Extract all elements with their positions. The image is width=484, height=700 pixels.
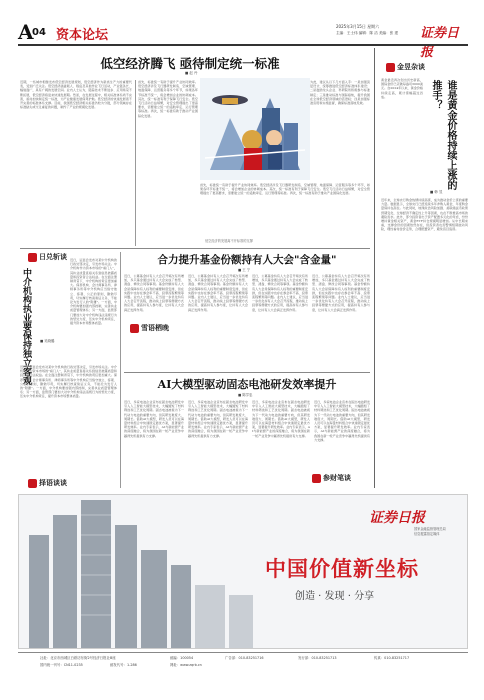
footer-postal-code: 邮发代号：1-286 xyxy=(110,663,137,667)
lower-right-label-text: 参财笔谈 xyxy=(323,474,351,482)
opinion-body: 近日，证监会发布对某中介机构的行政处罚决定，引发市场关注。中介机构作为资本市场的"看门人"，其执业质量直接关系到信息披露质量和投资者合法权益。在全面注册制背景下，中介机构的责任更加重大。保荐机构、会计师事务所、律师事务所等中介机构应当恪守独立、客观、公正的原则，勤勉尽责，切实履行核查验证义务，不能沦为发行人的"附庸"。一方面，中介机构要加强内部控制，完善执业质量管理体系；另一方面，监管部门要加大对中介机构违法违规行为的惩处力度，压实中介机构责任，提升资本市场整体质量。 xyxy=(20,365,117,399)
opinion-label xyxy=(28,252,67,262)
fund-body-2: 近日，公募基金持有人大会召开频次有所增加，多只基金通过持有人大会完成了转型、清盘、修改合同等事项。基金份额持有人大会是保障持有人权利的重要制度安排，但在实践中也存在参会率不高、投票流程繁琐等问题。业内人士建议，应当进一步优化持有人大会召开流程，推动线上投票等便捷方式的应用，提高持有人参与度，让持有人大会真正发挥作用。 xyxy=(188,274,248,312)
divider xyxy=(374,48,375,488)
fund-body-4: 近日，公募基金持有人大会召开频次有所增加，多只基金通过持有人大会完成了转型、清盘、修改合同等事项。基金份额持有人大会是保障持有人权利的重要制度安排，但在实践中也存在参会率不高、投票流程繁琐等问题。业内人士建议，应当进一步优化持有人大会召开流程，推动线上投票等便捷方式的应用，提高持有人参与度，让持有人大会真正发挥作用。 xyxy=(312,274,370,312)
ai-body-2: 近日，多家电池企业宣布在固态电池研发中引入人工智能大模型技术，大幅缩短了材料筛选和工艺优化周期。固态电池被视为下一代动力电池的重要方向，但其研发难度大、周期长。借助AI大模型，研发人员可以在海量材料组合中快速锁定最优方案，显著提升研发效率。业内专家表示，AI与新能源产业的深度融合，将为我国在新一轮产业竞争中赢得先机提供有力支撑。 xyxy=(188,400,248,438)
column-logo-icon xyxy=(386,63,395,72)
opinion-author: ■ 吴晓璐 xyxy=(40,339,55,343)
ai-title: AI大模型驱动固态电池研发效率提升 xyxy=(157,378,337,391)
ai-author: ■ 陈学忠 xyxy=(238,393,253,397)
ad-brand-sub1: 国家金融监督管理总局 xyxy=(414,527,446,531)
lower-left2-label xyxy=(28,478,67,488)
staff-line: 主编：王士伟 编辑：陈 洁 美编：张 建 xyxy=(336,31,399,35)
column-logo-icon xyxy=(130,324,139,333)
ai-body-3: 近日，多家电池企业宣布在固态电池研发中引入人工智能大模型技术，大幅缩短了材料筛选和工艺优化周期。固态电池被视为下一代动力电池的重要方向，但其研发难度大、周期长。借助AI大模型，研发人员可以在海量材料组合中快速锁定最优方案，显著提升研发效率。业内专家表示，AI与新能源产业的深度融合，将为我国在新一轮产业竞争中赢得先机提供有力支撑。 xyxy=(252,400,310,438)
page-header xyxy=(18,20,468,60)
sidebar-body: 近年来，全球央行购金热情持续高涨，成为推动金价上涨的重要力量。数据显示，全球央行已经连续多年净购入黄金，年度购金量保持在高位。与此同时，地缘政治风险加剧、美联储货币政策预期变化、全球经济不确定性上升等因素，也在不断推高市场的避险需求。此外，部分投资者出于资产配置多元化的考虑，纷纷增持黄金相关资产，黄金ETF持仓规模明显增加。从中长期来看，支撑金价的因素依然存在，但投资者也需警惕短期波动风险，理性看待金价走势，合理配置资产，避免盲目追涨。 xyxy=(381,198,468,232)
divider xyxy=(120,252,121,488)
ad-slogan: 创造 · 发现 · 分享 xyxy=(295,591,375,602)
footer-issn: 国内统一刊号：CN11-0235 xyxy=(40,663,83,667)
main-body-left: 近期，一些城市相继发布低空经济发展规划，低空经济作为新质生产力的重要代表，受到广泛关注。低空经济涵盖载人、载货及其他作业飞行活动，产业链条长、辐射面广，具有广阔的发展空间。业内人士认为，随着技术不断进步、应用场景不断拓展，低空经济将迎来快速发展期。然而，在发展过程中，相关标准体系尚不完善，亟待加快制定统一标准，为产业健康发展保驾护航。低空经济的快速发展离不开完善的标准体系支撑。目前，我国低空经济相关标准仍较为分散，部分领域存在标准缺失或交叉重复的问题，制约了产业的规模化发展。 xyxy=(20,80,132,110)
sidebar-headline-text: 谁是黄金价格持续上涨的推手？ xyxy=(430,80,456,190)
ad-banner xyxy=(18,494,468,649)
fund-body-1: 近日，公募基金持有人大会召开频次有所增加，多只基金通过持有人大会完成了转型、清盘、修改合同等事项。基金份额持有人大会是保障持有人权利的重要制度安排，但在实践中也存在参会率不高、投票流程繁琐等问题。业内人士建议，应当进一步优化持有人大会召开流程，推动线上投票等便捷方式的应用，提高持有人参与度，让持有人大会真正发挥作用。 xyxy=(124,274,184,312)
footer-fax: 传真：010-83251717 xyxy=(374,656,410,660)
opinion-headline-text: 中介机构执业要保持独立客观 xyxy=(21,268,31,385)
ad-brand: 证券日报 xyxy=(369,510,425,526)
main-body-right-upper: 为此，建议从以下几方面入手：一是加强顶层设计，统筹推进低空经济标准体系建设；二是鼓励龙头企业、科研院所积极参与标准制定；三是推动标准与国际接轨，提升我国在全球低空经济领域的话语权；四是加强标准宣贯和实施监督，确保标准落地见效。 xyxy=(310,80,370,106)
sidebar-author: ■ 韩 昱 xyxy=(430,190,443,194)
column-logo-icon xyxy=(28,253,37,262)
main-author: ■ 赵 丹 xyxy=(185,71,198,75)
fund-author: ■ 王 宁 xyxy=(238,268,251,272)
sidebar-label-text: 金昱杂谈 xyxy=(397,63,425,71)
fund-title: 合力提升基金份额持有人大会"含金量" xyxy=(157,254,337,266)
column-logo-icon xyxy=(312,474,321,483)
main-body-middle: 首先，标准统一有助于提升产业协同效率。低空经济涉及飞行器研发制造、空域管理、地面保障、运营服务等多个环节，如果各环节标准不统一，将会增加企业的协调成本。其次，统一标准有利于保障飞行安全。低空飞行活动日益频繁，对安全管理提出了更高要求，需要建立统一的适航审定、运行管理等标准。再次，统一标准有助于推动产业国际化发展。 xyxy=(138,80,198,118)
lower-right-label xyxy=(312,473,351,483)
fund-body-3: 近日，公募基金持有人大会召开频次有所增加，多只基金通过持有人大会完成了转型、清盘、修改合同等事项。基金份额持有人大会是保障持有人权利的重要制度安排，但在实践中也存在参会率不高、投票流程繁琐等问题。业内人士建议，应当进一步优化持有人大会召开流程，推动线上投票等便捷方式的应用，提高持有人参与度，让持有人大会真正发挥作用。 xyxy=(252,274,308,312)
mid-rule xyxy=(20,248,370,249)
ai-rule xyxy=(124,372,370,373)
footer xyxy=(40,655,460,675)
sidebar-headline xyxy=(428,80,468,190)
footer-postcode: 邮编：100054 xyxy=(170,656,194,660)
page-letter: A xyxy=(18,20,34,44)
lower-left-label xyxy=(130,323,169,333)
ai-body-4: 近日，多家电池企业宣布在固态电池研发中引入人工智能大模型技术，大幅缩短了材料筛选和工艺优化周期。固态电池被视为下一代动力电池的重要方向，但其研发难度大、周期长。借助AI大模型，研发人员可以在海量材料组合中快速锁定最优方案，显著提升研发效率。业内专家表示，AI与新能源产业的深度融合，将为我国在新一轮产业竞争中赢得先机提供有力支撑。 xyxy=(314,400,370,442)
main-title: 低空经济腾飞 亟待制定统一标准 xyxy=(100,56,280,71)
lower-left2-label-text: 择语谈谈 xyxy=(39,479,67,487)
main-illustration xyxy=(200,78,310,180)
masthead-logo: 证券日报 xyxy=(420,26,460,60)
divider xyxy=(135,80,136,246)
lower-left-label-text: 雪语栖晚 xyxy=(141,324,169,332)
date-line: 2025年3月15日 星期六 xyxy=(336,24,380,29)
image-caption: 低空经济的发展离不开标准的支撑 xyxy=(205,239,253,243)
footer-address: 社址：北京市西城区白纸坊东街2号经济日报社B座 xyxy=(40,656,116,660)
ad-headline: 中国价值新坐标 xyxy=(265,557,419,581)
footer-website: 网址：www.zqrb.cn xyxy=(170,663,202,667)
header-rule xyxy=(18,44,468,46)
footer-dist-phone: 发行部：010-83251713 xyxy=(298,656,337,660)
opinion-body-top: 近日，证监会发布对某中介机构的行政处罚决定，引发市场关注。中介机构作为资本市场的"看门人"，其执业质量直接关系到信息披露质量和投资者合法权益。在全面注册制背景下，中介机构的责任更加重大。保荐机构、会计师事务所、律师事务所等中介机构应当恪守独立、客观、公正的原则，勤勉尽责，切实履行核查验证义务，不能沦为发行人的"附庸"。一方面，中介机构要加强内部控制，完善执业质量管理体系；另一方面，监管部门要加大对中介机构违法违规行为的惩处力度，压实中介机构责任，提升资本市场整体质量。 xyxy=(70,258,117,326)
main-body-under-image: 首先，标准统一有助于提升产业协同效率。低空经济涉及飞行器研发制造、空域管理、地面保障、运营服务等多个环节，如果各环节标准不统一，将会增加企业的协调成本。其次，统一标准有利于保障飞行安全。低空飞行活动日益频繁，对安全管理提出了更高要求，需要建立统一的适航审定、运行管理等标准。再次，统一标准有助于推动产业国际化发展。 xyxy=(200,183,370,196)
sidebar-intro: 黄金最近再次创出历史新高，国际金价已突破每盎司3000美元。自2024年以来，黄金价格持续走高，累计涨幅超过四成。 xyxy=(381,78,423,99)
column-logo-icon xyxy=(28,479,37,488)
ai-body-1: 近日，多家电池企业宣布在固态电池研发中引入人工智能大模型技术，大幅缩短了材料筛选和工艺优化周期。固态电池被视为下一代动力电池的重要方向，但其研发难度大、周期长。借助AI大模型，研发人员可以在海量材料组合中快速锁定最优方案，显著提升研发效率。业内专家表示，AI与新能源产业的深度融合，将为我国在新一轮产业竞争中赢得先机提供有力支撑。 xyxy=(124,400,184,438)
sidebar-label xyxy=(386,62,425,72)
page-number: 04 xyxy=(32,27,46,38)
footer-ad-phone: 广告部：010-83251716 xyxy=(225,656,264,660)
footer-rule xyxy=(18,652,468,653)
opinion-label-text: 日兑斩谈 xyxy=(39,253,67,261)
ad-brand-sub2: 信息披露指定媒体 xyxy=(414,532,440,536)
section-title: 资本论坛 xyxy=(56,28,109,43)
